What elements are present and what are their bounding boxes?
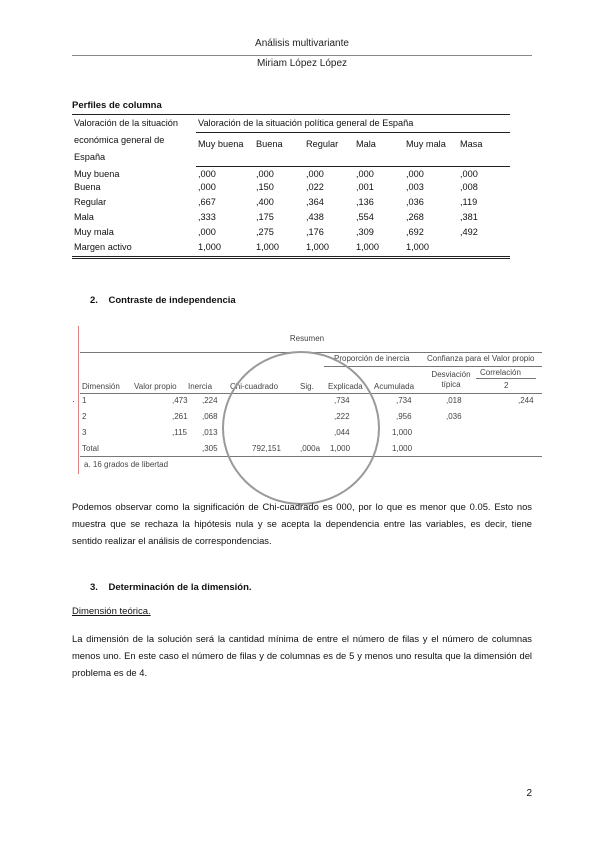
header-sig: Sig. [300, 382, 314, 391]
header-inercia: Inercia [188, 382, 213, 391]
cell: ,022 [306, 181, 324, 192]
row-valor: ,261 [172, 412, 188, 421]
header-acumulada: Acumulada [374, 382, 415, 391]
cell: 1,000 [354, 242, 404, 258]
table-row [72, 167, 510, 182]
table-title: Perfiles de columna [72, 100, 162, 111]
row-explicada: ,222 [334, 412, 350, 421]
cell: ,150 [256, 181, 274, 192]
row-label: Buena [74, 181, 101, 192]
cell: ,275 [256, 226, 274, 237]
resumen-table-image [72, 326, 542, 474]
row-sig: ,000a [300, 444, 321, 453]
row-dim: 3 [82, 428, 87, 437]
col-header: Buena [254, 133, 304, 167]
header-correlacion: Correlación [480, 368, 521, 377]
cell: 1,000 [304, 242, 354, 258]
column-profiles-table [72, 100, 510, 259]
cell: ,554 [356, 211, 374, 222]
row-variable-header: Valoración de la situación económica general de España [72, 115, 196, 167]
cell: ,268 [406, 211, 424, 222]
cell: ,008 [460, 181, 478, 192]
paragraph-chi-square: Podemos observar como la significación de Chi-cuadrado es 000, por lo que es menor que 0.05. Esto nos muestra que se rechaza la hipótesis nula y se acepta la dependencia entre las variables, es decir, tiene sentido realizar el análisis de correspondencias. [72, 501, 532, 546]
bullet-mark: · [72, 396, 75, 406]
header-valor-propio: Valor propio [134, 382, 177, 391]
cell: ,000 [356, 169, 374, 179]
row-acumulada: ,734 [396, 396, 412, 405]
cell: ,119 [460, 196, 478, 207]
cell: ,036 [406, 196, 424, 207]
cell: ,000 [198, 169, 216, 179]
col-header: Regular [304, 133, 354, 167]
row-valor: ,115 [172, 428, 187, 437]
row-acumulada: ,956 [396, 412, 412, 421]
table-row [72, 197, 510, 212]
margin-guide [78, 326, 79, 474]
rule [324, 366, 542, 367]
page-number: 2 [526, 788, 532, 799]
row-inercia: ,013 [202, 428, 218, 437]
header-dimension: Dimensión [82, 382, 120, 391]
document-author: Miriam López López [256, 58, 348, 69]
cell: ,309 [356, 226, 374, 237]
cell: ,000 [460, 169, 478, 179]
group-inercia-header: Proporción de inercia [334, 354, 410, 363]
cell: ,003 [406, 181, 424, 192]
header-desviacion: Desviación típica [431, 370, 471, 389]
row-desviacion: ,036 [446, 412, 462, 421]
resumen-title: Resumen [289, 334, 325, 343]
cell: ,136 [356, 196, 374, 207]
cell: ,000 [256, 169, 274, 179]
col-header: Masa [458, 133, 510, 167]
rule [476, 378, 536, 379]
cell: ,438 [306, 211, 324, 222]
document-title: Análisis multivariante [255, 38, 349, 49]
cell: ,492 [460, 226, 478, 237]
row-acumulada: 1,000 [392, 444, 413, 453]
header-explicada: Explicada [328, 382, 363, 391]
col-header: Muy mala [404, 133, 458, 167]
header-correlacion-n: 2 [504, 381, 509, 390]
col-header: Mala [354, 133, 404, 167]
cell: ,000 [306, 169, 324, 179]
row-valor: ,473 [172, 396, 188, 405]
section-3-heading: 3. Determinación de la dimensión. [90, 582, 252, 593]
cell: 1,000 [254, 242, 304, 258]
row-label: Margen activo [72, 242, 196, 258]
cell [458, 242, 510, 258]
cell: ,000 [198, 181, 216, 192]
subheading-dimension-teorica: Dimensión teórica. [72, 606, 151, 617]
row-correlacion: ,244 [518, 396, 534, 405]
cell: 1,000 [196, 242, 254, 258]
header-chi: Chi-cuadrado [230, 382, 279, 391]
row-explicada: ,734 [334, 396, 350, 405]
paragraph-dimension: La dimensión de la solución será la cantidad mínima de entre el número de filas y el número de columnas menos uno. En este caso el número de filas y de columnas es de 5 y menos uno resulta que la dimensión del problema es de 4. [72, 633, 532, 678]
row-dim: 1 [82, 396, 87, 405]
cell: ,364 [306, 196, 324, 207]
highlight-circle [222, 351, 380, 505]
cell: ,333 [198, 211, 216, 222]
section-2-heading: 2. Contraste de independencia [90, 295, 236, 306]
group-confianza-header: Confianza para el Valor propio [427, 354, 535, 363]
cell: ,175 [256, 211, 274, 222]
col-header: Muy buena [196, 133, 254, 167]
cell: ,400 [256, 196, 274, 207]
table-row [72, 242, 510, 258]
row-label: Mala [74, 211, 94, 222]
row-inercia: ,224 [202, 396, 218, 405]
row-chi: 792,151 [252, 444, 281, 453]
cell: 1,000 [404, 242, 458, 258]
row-label: Muy buena [74, 168, 120, 179]
row-explicada: 1,000 [330, 444, 351, 453]
cell: ,692 [406, 226, 424, 237]
row-label: Muy mala [74, 226, 114, 237]
row-desviacion: ,018 [446, 396, 462, 405]
row-inercia: ,305 [202, 444, 218, 453]
row-label: Regular [74, 196, 107, 207]
table-row [72, 212, 510, 227]
row-acumulada: 1,000 [392, 428, 413, 437]
column-variable-header: Valoración de la situación política general de España [196, 115, 510, 133]
cell: ,000 [406, 169, 424, 179]
cell: ,000 [198, 226, 216, 237]
row-dim: 2 [82, 412, 87, 421]
table-row [72, 227, 510, 242]
row-explicada: ,044 [334, 428, 350, 437]
row-dim: Total [82, 444, 99, 453]
row-inercia: ,068 [202, 412, 218, 421]
cell: ,667 [198, 196, 216, 207]
cell: ,176 [306, 226, 324, 237]
table-row [72, 182, 510, 197]
cell: ,381 [460, 211, 478, 222]
cell: ,001 [356, 181, 374, 192]
resumen-footnote: a. 16 grados de libertad [84, 460, 169, 469]
header-rule [72, 55, 532, 56]
